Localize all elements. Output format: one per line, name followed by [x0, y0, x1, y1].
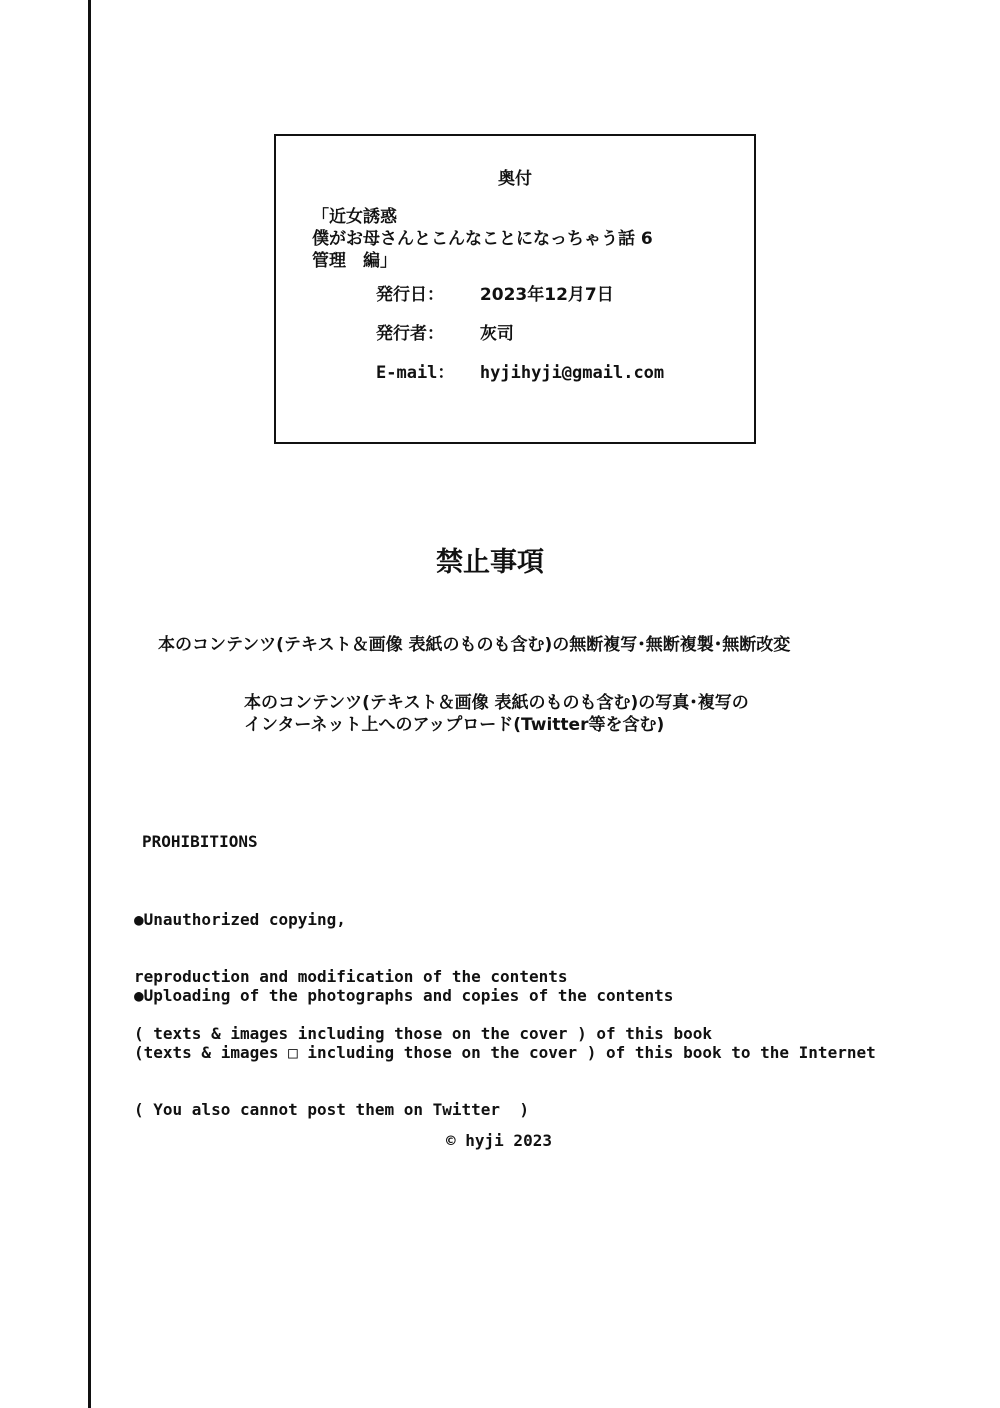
publish-date-value: 2023年12月7日: [479, 285, 614, 305]
publisher-label: 発行者：: [376, 324, 444, 344]
email-value: hyjihyji@gmail.com: [479, 363, 665, 383]
colophon-heading: 奥付: [498, 169, 532, 189]
prohibition-en-item-2-line-2: (texts & images □ including those on the cover ) of this book to the Internet: [134, 1043, 876, 1062]
prohibition-en-item-2-line-1: ●Uploading of the photographs and copies of the contents: [134, 986, 674, 1005]
book-title: [312, 206, 653, 272]
prohibition-jp-item-1: 本のコンテンツ(テキスト＆画像 表紙のものも含む)の無断複写･無断複製･無断改変: [158, 635, 791, 655]
prohibition-jp-item-2-line-1: 本のコンテンツ(テキスト＆画像 表紙のものも含む)の写真･複写の: [244, 693, 749, 713]
copyright-notice: © hyji 2023: [446, 1131, 552, 1150]
publisher-row: [376, 319, 514, 344]
prohibitions-title-en: PROHIBITIONS: [142, 832, 258, 851]
book-title-line-2: 僕がお母さんとこんなことになっちゃう話 6: [312, 229, 653, 249]
prohibitions-title-jp: 禁止事項: [436, 547, 544, 578]
colophon-box: [274, 134, 756, 444]
prohibition-en-item-2-line-3: ( You also cannot post them on Twitter ): [134, 1100, 529, 1119]
book-title-line-1: 「近女誘惑: [312, 207, 397, 227]
prohibition-en-item-2: [134, 948, 876, 1138]
publish-date-row: [376, 280, 614, 305]
prohibition-jp-item-2: [244, 692, 749, 736]
prohibition-en-item-1-line-1: ●Unauthorized copying,: [134, 910, 346, 929]
publish-date-label: 発行日：: [376, 285, 444, 305]
prohibition-jp-item-2-line-2: インターネット上へのアップロード(Twitter等を含む): [244, 715, 665, 735]
prohibition-en-item-1-line-3: ( texts & images including those on the cover ) of this book: [134, 1024, 712, 1043]
email-row: [376, 358, 664, 383]
publisher-value: 灰司: [479, 324, 514, 344]
prohibition-en-item-1-line-2: reproduction and modification of the contents: [134, 967, 568, 986]
left-margin-rule: [88, 0, 91, 1408]
book-title-line-3: 管理 編」: [312, 251, 397, 271]
email-label: E-mail：: [376, 363, 455, 383]
